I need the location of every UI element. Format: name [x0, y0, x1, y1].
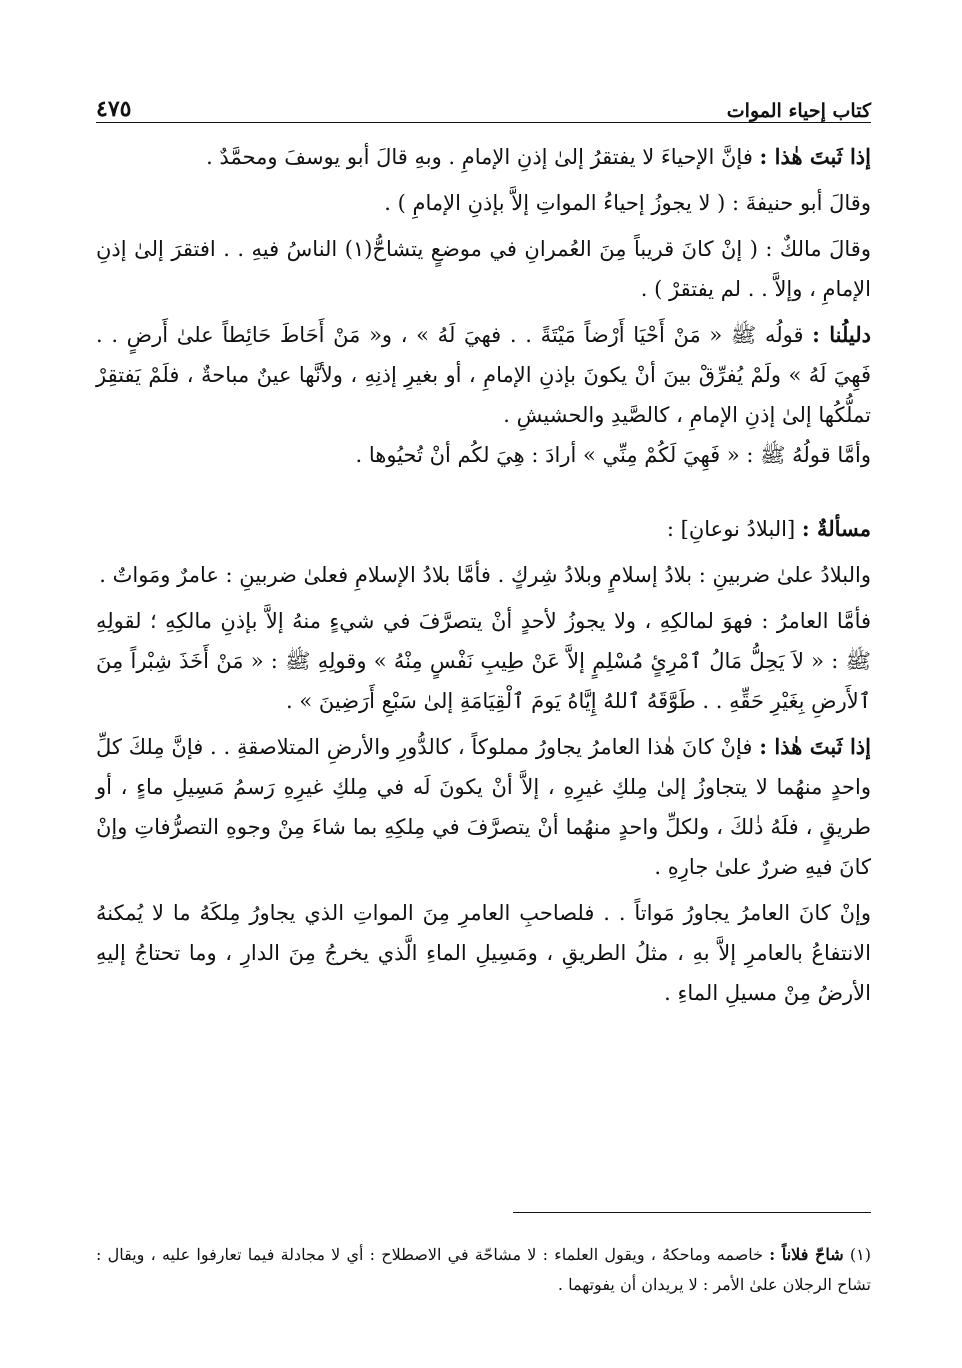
paragraph	[96, 183, 871, 223]
section-heading	[96, 509, 871, 549]
paragraph	[96, 555, 871, 595]
paragraph-lead: مسألةٌ :	[801, 516, 871, 541]
footnote-lead: شاحّ فلاناً :	[769, 1245, 844, 1264]
paragraph-text: وقالَ مالكٌ : ( إنْ كانَ قريباً مِنَ العُمرانِ في موضعٍ يتشاحُّ(١) الناسُ فيهِ . . افتقرَ إلىٰ إذنِ الإمامِ ، وإلاَّ . . لم يفتقرْ ) .	[96, 237, 871, 301]
footnote-text: خاصمه وماحكهُ ، ويقول العلماء : لا مشاحّة في الاصطلاح : أي لا مجادلة فيما تعارفوا عليه ، ويقال : تشاح الرجلان علىٰ الأمر : لا يريدان أن يفوتهما .	[96, 1245, 871, 1294]
paragraph	[96, 435, 871, 475]
footnote-marker: (١)	[849, 1245, 871, 1264]
paragraph	[96, 893, 871, 1013]
paragraph-text: قولُه ﷺ « مَنْ أَحْيَا أَرْضاً مَيْتَةً . . فهيَ لَهُ » ، و« مَنْ أَحَاطَ حَائِطاً علىٰ أَرضٍ . . فَهِيَ لَهُ » ولَمْ يُفرِّقْ بينَ أنْ يكونَ بإذنِ الإمامِ ، أو بغيرِ إذنِهِ ، ولأنَّها عينٌ مباحةٌ ، فلَمْ يَفتقِرْ تملُّكُها إلىٰ إذنِ الإمامِ ، كالصَّيدِ والحشيشِ .	[96, 323, 871, 427]
paragraph	[96, 727, 871, 887]
running-header	[96, 80, 871, 123]
paragraph-text: والبلادُ علىٰ ضربينِ : بلادُ إسلامٍ وبلادُ شِركٍ . فأمَّا بلادُ الإسلامِ فعلىٰ ضربينِ : عامرٌ ومَواتٌ .	[99, 563, 871, 587]
paragraph	[96, 315, 871, 435]
paragraph	[96, 229, 871, 309]
page	[96, 80, 871, 1013]
paragraph	[96, 137, 871, 177]
paragraph-text: فأمَّا العامرُ : فهوَ لمالكِهِ ، ولا يجوزُ لأحدٍ أنْ يتصرَّفَ في شيءٍ منهُ إلاَّ بإذنِ مالكِهِ ؛ لقولِهِ ﷺ : « لاَ يَحِلُّ مَالُ ٱمْرِئٍ مُسْلِمٍ إلاَّ عَنْ طِيبِ نَفْسٍ مِنْهُ » وقولِهِ ﷺ : « مَنْ أَخَذَ شِبْراً مِنَ ٱلأَرضِ بِغَيْرِ حَقِّهِ . . طَوَّقَهُ ٱللهُ إِيَّاهُ يَومَ ٱلْقِيَامَةِ إلىٰ سَبْعِ أَرَضِينَ » .	[96, 609, 871, 713]
main-text	[96, 137, 871, 1013]
paragraph-text: فإنَّ الإحياءَ لا يفتقرُ إلىٰ إذنِ الإمامِ . وبهِ قالَ أبو يوسفَ ومحمَّدٌ .	[206, 145, 760, 169]
paragraph-text: وقالَ أبو حنيفةَ : ( لا يجوزُ إحياءُ المواتِ إلاَّ بإذنِ الإمامِ ) .	[384, 191, 871, 215]
page-number: ٤٧٥	[96, 96, 132, 122]
paragraph-lead: إذا ثَبتَ هٰذا :	[759, 734, 871, 759]
paragraph-lead: إذا ثَبتَ هٰذا :	[759, 144, 871, 169]
paragraph-text: فإنْ كانَ هٰذا العامرُ يجاورُ مملوكاً ، كالدُّورِ والأرضِ المتلاصقةِ . . فإنَّ مِلكَ كلِّ واحدٍ منهُما لا يتجاوزُ إلىٰ مِلكِ غيرِهِ ، إلاَّ أنْ يكونَ لَه في مِلكِ غيرِهِ رَسمُ مَسِيلِ ماءٍ ، أو طريقٍ ، فلَهُ ذٰلكَ ، ولكلِّ واحدٍ منهُما أنْ يتصرَّفَ في مِلكِهِ بما شاءَ مِنْ وجوهِ التصرُّفاتِ وإنْ كانَ فيهِ ضررٌ علىٰ جارِهِ .	[96, 735, 871, 879]
paragraph	[96, 601, 871, 721]
chapter-title: كتاب إحياء الموات	[726, 100, 871, 122]
paragraph-text: وإنْ كانَ العامرُ يجاورُ مَواتاً . . فلصاحبِ العامرِ مِنَ المواتِ الذي يجاورُ مِلكَهُ ما لا يُمكنهُ الانتفاعُ بالعامرِ إلاَّ بهِ ، مثلُ الطريقِ ، ومَسِيلِ الماءِ الَّذي يخرجُ مِنَ الدارِ ، وما تحتاجُ إليهِ الأرضُ مِنْ مسيلِ الماءِ .	[96, 901, 871, 1005]
paragraph-text: [البلادُ نوعانِ] :	[666, 517, 802, 541]
footnote-separator	[513, 1212, 871, 1213]
footnote	[96, 1240, 871, 1300]
paragraph-text: وأمَّا قولُهُ ﷺ : « فَهِيَ لَكُمْ مِنِّي » أرادَ : هِيَ لكُم أنْ تُحيُوها .	[355, 443, 871, 467]
paragraph-lead: دليلُنا :	[812, 322, 871, 347]
